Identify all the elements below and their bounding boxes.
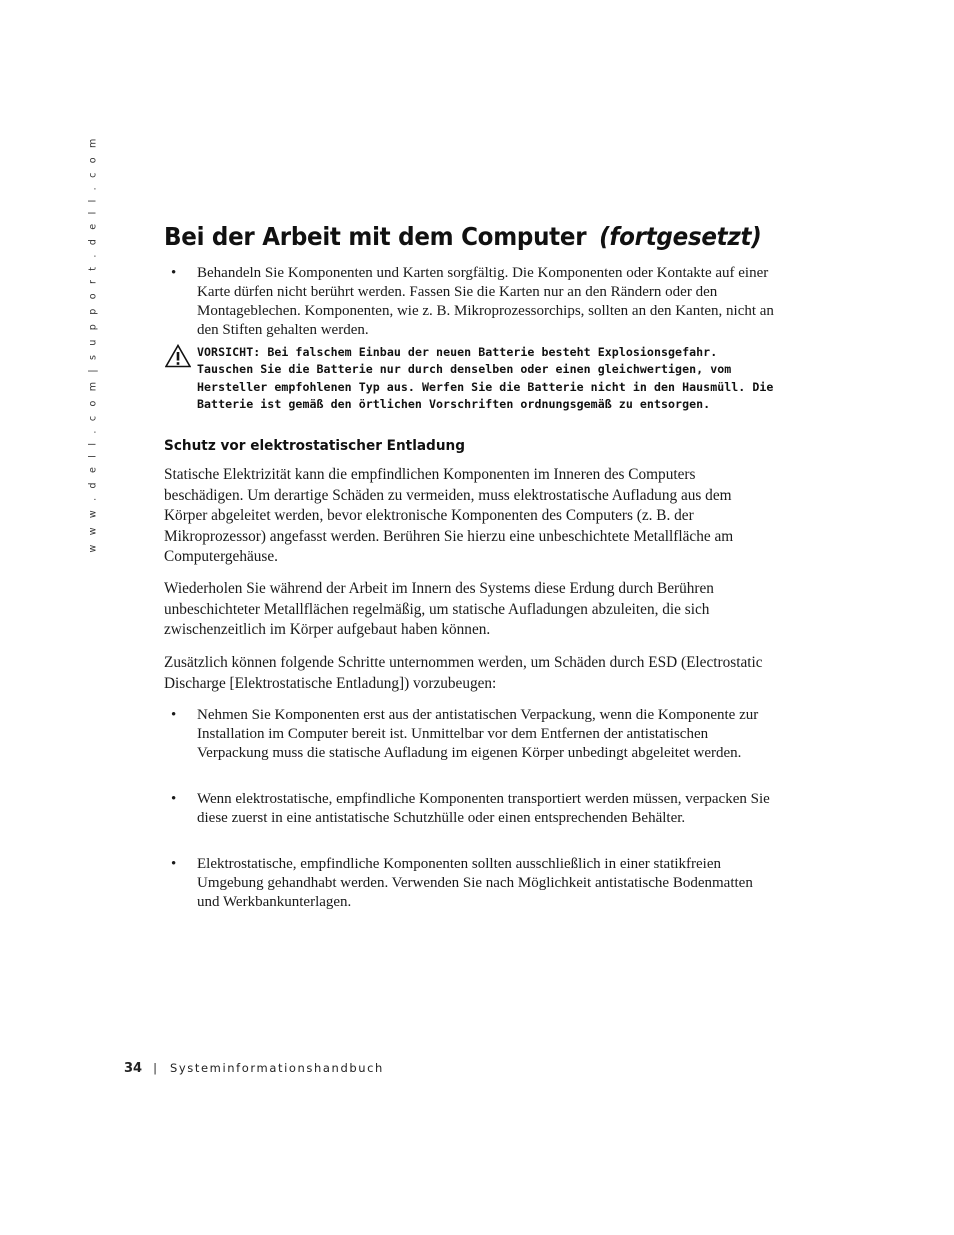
paragraph: Wiederholen Sie während der Arbeit im Innern des Systems diese Erdung durch Berühren unbeschichteter Metallflächen regelmäßig, um statische Aufladungen abzuleiten, die sich zwischenzeitlich im Körper aufgebaut haben können. [164,580,714,638]
caution-label: VORSICHT: [197,345,261,359]
esd-bullet-list [164,790,776,828]
list-item-text: Nehmen Sie Komponenten erst aus der antistatischen Verpackung, wenn die Komponente zur Installation im Computer bereit ist. Unmittelbar vor dem Entfernen der antistatischen Verpackung muss die statische Aufladung im eigenen Körper unbedingt abgeleitet werden. [197,707,759,761]
footer-separator: | [153,1061,157,1075]
top-bullet-list [164,264,776,340]
title-main: Bei der Arbeit mit dem Computer [164,222,587,251]
page-footer [124,1061,384,1076]
list-item [164,855,776,912]
caution-notice [164,344,776,413]
paragraph: Statische Elektrizität kann die empfindlichen Komponenten im Inneren des Computers beschädigen. Um derartige Schäden zu vermeiden, muss elektrostatische Aufladung aus dem Körper abgeleitet werden, bevor elektronische Komponenten des Computers (z. B. der Mikroprozessor) angefasst werden. Berühren Sie hierzu eine unbeschichtete Metallfläche am Computergehäuse. [164,466,734,565]
bullet-glyph: • [171,856,177,872]
bullet-glyph: • [171,265,177,281]
list-item [164,706,776,763]
bullet-glyph: • [171,707,177,723]
list-item-text: Elektrostatische, empfindliche Komponenten sollten ausschließlich in einer statikfreien Umgebung gehandhabt werden. Verwenden Sie nach Möglichkeit antistatische Bodenmatten und Werkbankunterlagen. [197,856,753,910]
list-item-text: Behandeln Sie Komponenten und Karten sorgfältig. Die Komponenten oder Kontakte auf einer Karte dürfen nicht berührt werden. Fassen Sie die Karten nur an den Rändern oder den Montageblechen. Komponenten, wie z. B. Mikroprozessorchips, sollten an den Kanten, nicht an den Stiften gehalten werden. [197,265,774,338]
caution-text: Bei falschem Einbau der neuen Batterie besteht Explosionsgefahr. Tauschen Sie die Batterie nur durch denselben oder einen gleichwertigen, vom Hersteller empfohlenen Typ aus. Werfen Sie die Batterie nicht in den Hausmüll. Die Batterie ist gemäß den örtlichen Vorschriften ordnungsgemäß zu entsorgen. [197,345,774,411]
title-continued: (fortgesetzt) [599,222,762,251]
list-item [164,264,776,340]
warning-triangle-icon [165,344,191,368]
caution-text-block [197,344,776,413]
side-url-text: w w w . d e l l . c o m | s u p p o r t . d e l l . c o m [87,135,99,553]
book-title: Systeminformationshandbuch [169,1061,384,1075]
section-heading: Schutz vor elektrostatischer Entladung [164,438,465,454]
list-item [164,790,776,828]
esd-bullet-list [164,855,776,912]
page-number: 34 [124,1061,143,1076]
side-url [86,135,100,553]
paragraph: Zusätzlich können folgende Schritte unternommen werden, um Schäden durch ESD (Electrostatic Discharge [Elektrostatische Entladung]) vorzubeugen: [164,654,763,692]
bullet-glyph: • [171,791,177,807]
list-item-text: Wenn elektrostatische, empfindliche Komponenten transportiert werden müssen, verpacken Sie diese zuerst in eine antistatische Schutzhülle oder einen entsprechenden Behälter. [197,791,770,826]
page-title [164,222,761,251]
esd-bullet-list [164,706,776,763]
